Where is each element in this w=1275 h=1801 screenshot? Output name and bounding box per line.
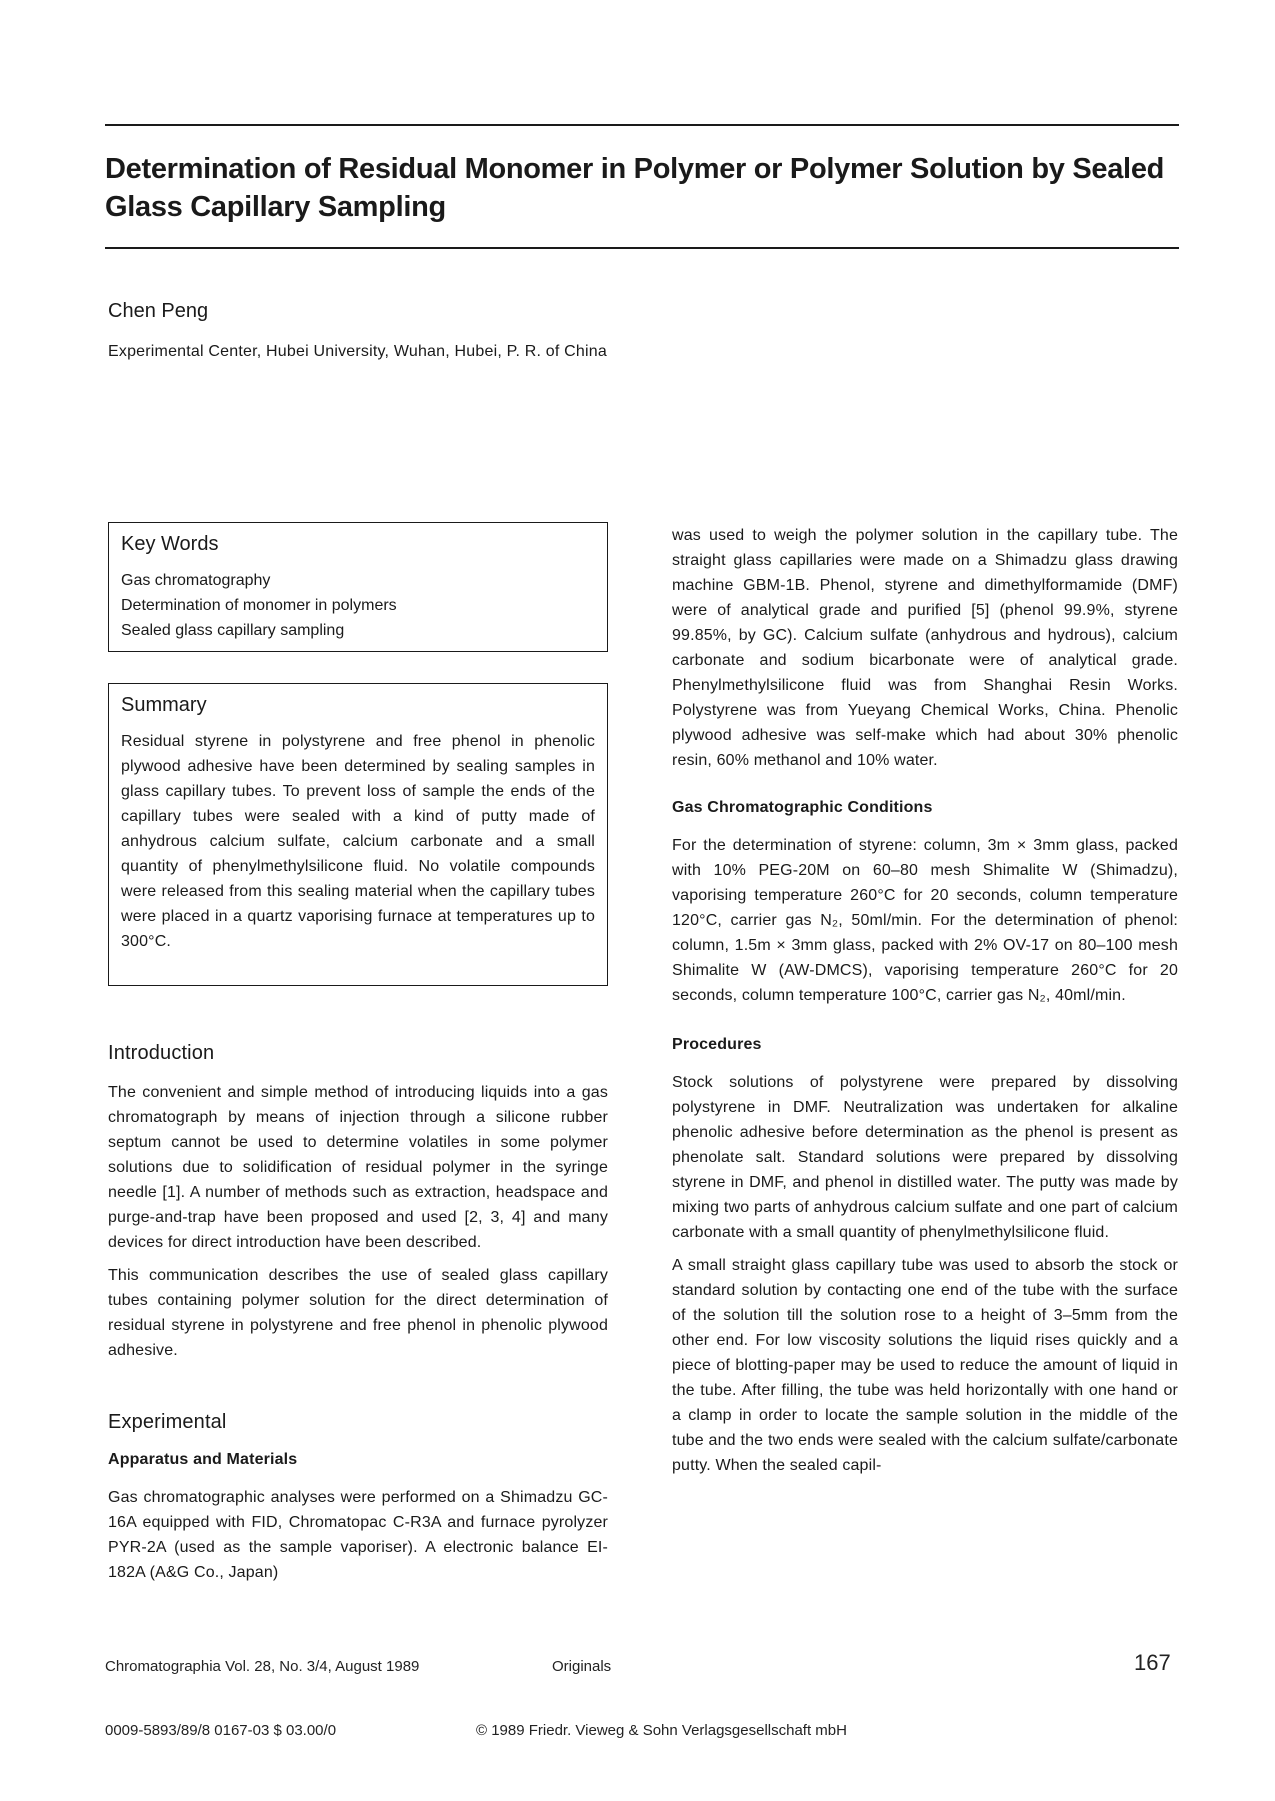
- keywords-box: [108, 522, 608, 652]
- procedures-paragraph: A small straight glass capillary tube was used to absorb the stock or standard solution by contacting one end of the tube with the surface of the solution till the solution rose to a height of 3–5mm from the other end. For low viscosity solutions the liquid rises quickly and a piece of blotting-paper may be used to reduce the amount of liquid in the tube. After filling, the tube was held horizontally with one hand or a clamp in order to locate the sample solution in the middle of the tube and the two ends were sealed with the calcium sulfate/carbonate putty. When the sealed capil-: [672, 1257, 1178, 1474]
- summary-heading: Summary: [121, 694, 207, 716]
- procedures-heading: Procedures: [672, 1036, 762, 1053]
- keyword-item: Sealed glass capillary sampling: [121, 622, 345, 639]
- left-column: [108, 1040, 608, 1593]
- keyword-item: Gas chromatography: [121, 572, 271, 589]
- page-number: 167: [1134, 1650, 1171, 1675]
- procedures-paragraph: Stock solutions of polystyrene were prepared by dissolving polystyrene in DMF. Neutralization was undertaken for alkaline phenolic adhesive before determination as the phenol is present as phenolate salt. Standard solutions were prepared by dissolving styrene in DMF, and phenol in distilled water. The putty was made by mixing two parts of anhydrous calcium sulfate and one part of calcium carbonate with a small quantity of phenylmethylsilicone fluid.: [672, 1074, 1178, 1241]
- experimental-heading: Experimental: [108, 1411, 227, 1433]
- gc-conditions-paragraph: For the determination of styrene: column, 3m × 3mm glass, packed with 10% PEG-20M on 60–80 mesh Shimalite W (Shimadzu), vaporising temperature 260°C for 20 seconds, column temperature 120°C, carrier gas N₂, 50ml/min. For the determination of phenol: column, 1.5m × 3mm glass, packed with 2% OV-17 on 80–100 mesh Shimalite W (AW-DMCS), vaporising temperature 260°C for 20 seconds, column temperature 100°C, carrier gas N₂, 40ml/min.: [672, 837, 1178, 1004]
- introduction-heading: Introduction: [108, 1042, 215, 1064]
- section-label: Originals: [552, 1658, 612, 1675]
- right-column: [672, 523, 1178, 1486]
- apparatus-heading: Apparatus and Materials: [108, 1451, 298, 1468]
- top-rule: [105, 124, 1179, 126]
- keywords-heading: Key Words: [121, 533, 219, 555]
- introduction-paragraph: The convenient and simple method of introducing liquids into a gas chromatograph by means of injection through a silicone rubber septum cannot be used to determine volatiles in some polymer solutions due to solidification of residual polymer in the syringe needle [1]. A number of methods such as extraction, headspace and purge-and-trap have been proposed and used [2, 3, 4] and many devices for direct introduction have been described.: [108, 1084, 608, 1251]
- summary-box: [108, 683, 608, 986]
- title-rule: [105, 247, 1179, 249]
- keyword-item: Determination of monomer in polymers: [121, 597, 397, 614]
- apparatus-paragraph: Gas chromatographic analyses were performed on a Shimadzu GC-16A equipped with FID, Chromatopac C-R3A and furnace pyrolyzer PYR-2A (used as the sample vaporiser). A electronic balance EI-182A (A&G Co., Japan): [108, 1489, 608, 1581]
- introduction-paragraph: This communication describes the use of sealed glass capillary tubes containing polymer solution for the direct determination of residual styrene in polystyrene and free phenol in phenolic plywood adhesive.: [108, 1267, 608, 1359]
- summary-text: Residual styrene in polystyrene and free phenol in phenolic plywood adhesive have been determined by sealing samples in glass capillary tubes. To prevent loss of sample the ends of the capillary tubes were sealed with a kind of putty made of anhydrous calcium sulfate, calcium carbonate and a small quantity of phenylmethylsilicone fluid. No volatile compounds were released from this sealing material when the capillary tubes were placed in a quartz vaporising furnace at temperatures up to 300°C.: [121, 733, 595, 950]
- author-name: Chen Peng: [108, 300, 209, 322]
- materials-continued-paragraph: was used to weigh the polymer solution in the capillary tube. The straight glass capillaries were made on a Shimadzu glass drawing machine GBM-1B. Phenol, styrene and dimethylformamide (DMF) were of analytical grade and purified [5] (phenol 99.9%, styrene 99.85%, by GC). Calcium sulfate (anhydrous and hydrous), calcium carbonate and sodium bicarbonate were of analytical grade. Phenylmethylsilicone fluid was from Shanghai Resin Works. Polystyrene was from Yueyang Chemical Works, China. Phenolic plywood adhesive was self-make which had about 30% phenolic resin, 60% methanol and 10% water.: [672, 527, 1178, 769]
- author-affiliation: Experimental Center, Hubei University, Wuhan, Hubei, P. R. of China: [108, 343, 607, 360]
- journal-citation: Chromatographia Vol. 28, No. 3/4, August 1989: [105, 1658, 420, 1675]
- paper-title: Determination of Residual Monomer in Polymer or Polymer Solution by Sealed Glass Capillary Sampling: [105, 153, 1165, 223]
- article-code: 0009-5893/89/8 0167-03 $ 03.00/0: [105, 1722, 337, 1739]
- gc-conditions-heading: Gas Chromatographic Conditions: [672, 799, 933, 816]
- copyright-notice: © 1989 Friedr. Vieweg & Sohn Verlagsgesellschaft mbH: [476, 1722, 847, 1739]
